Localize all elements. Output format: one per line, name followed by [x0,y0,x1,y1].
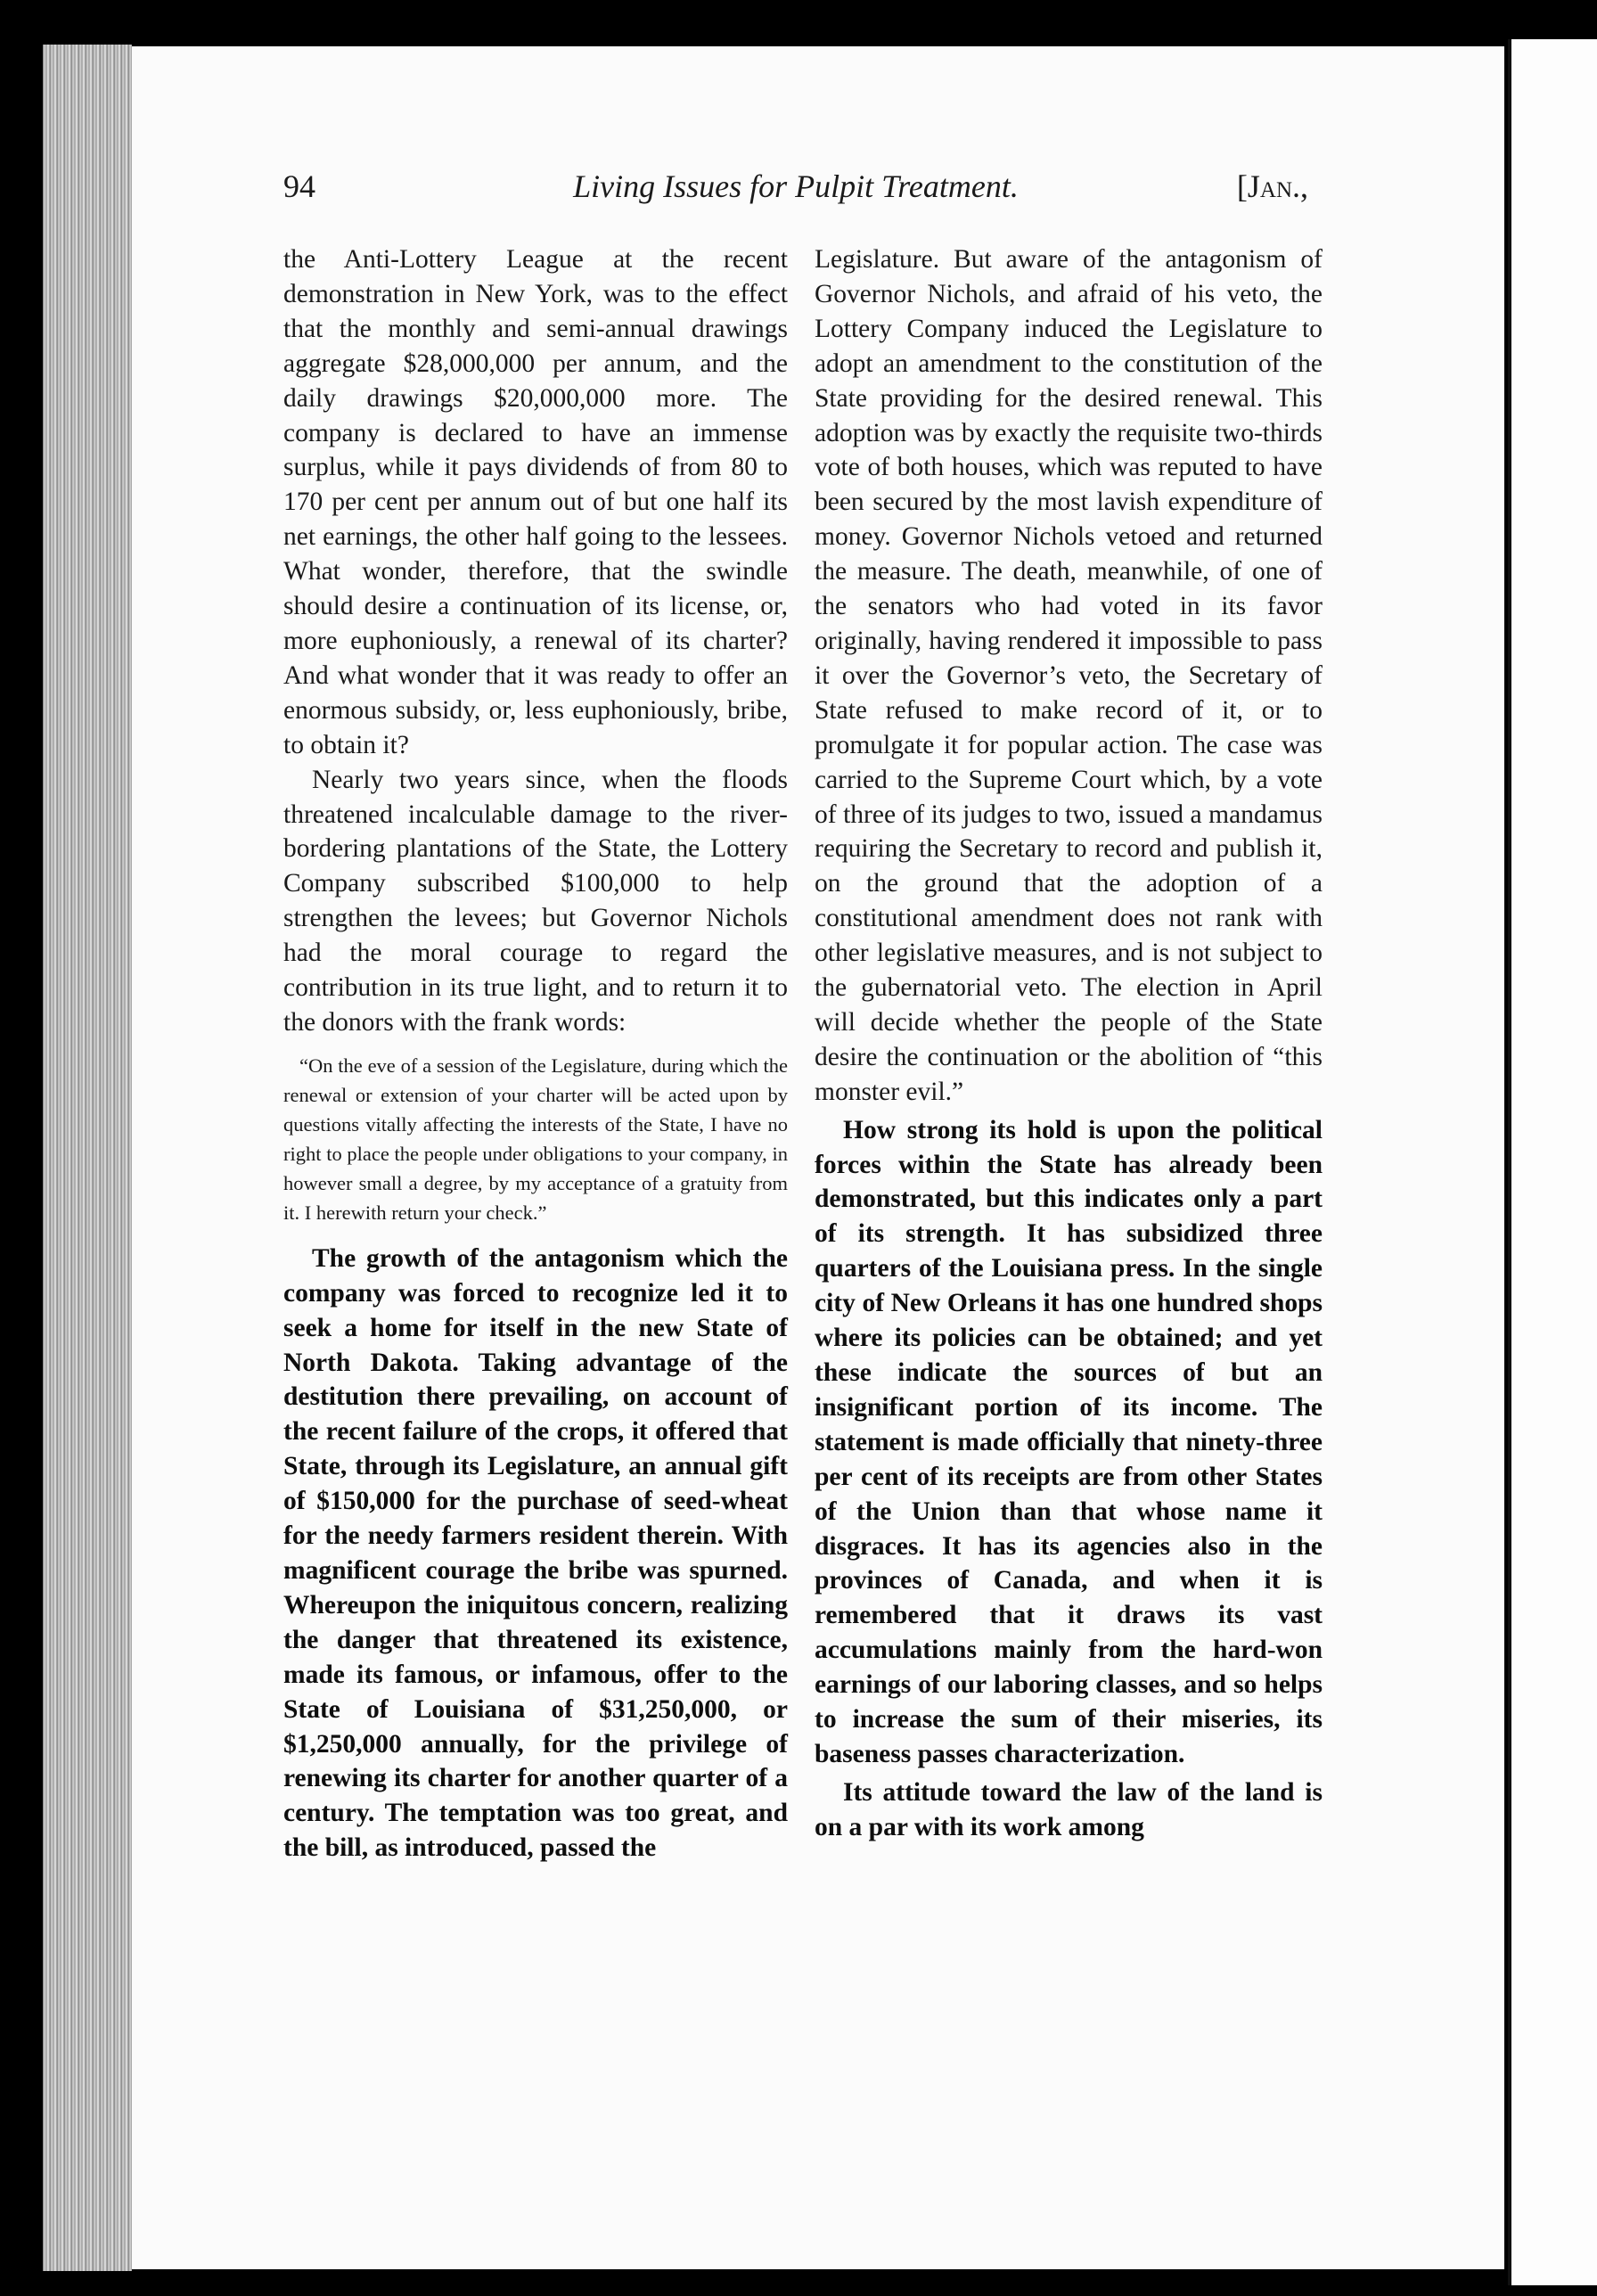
paragraph: the Anti-Lottery League at the recent demonstration in New York, was to the effect that the monthly and semi-annual drawings aggregate $28,000,000 per annum, and the daily drawings $20,000,000 more. The company is declared to have an immense surplus, while it pays dividends of from 80 to 170 per cent per annum out of but one half its net earnings, the other half going to the lessees. What wonder, therefore, that the swindle should desire a continuation of its license, or, more euphoniously, a renewal of its charter? And what wonder that it was ready to offer an enormous subsidy, or, less euphoniously, bribe, to obtain it? [283,245,788,759]
paragraph: Its attitude toward the law of the land is on a par with its work among [815,1777,1323,1841]
book-page-edge [43,45,132,2271]
facing-page-edge [1508,39,1597,2285]
section-mark: [Jan., [1236,168,1308,204]
left-column [283,242,788,1866]
paragraph: How strong its hold is upon the political forces within the State has already been demonstrated, but this indicates only a part of its strength. It has subsidized three quarters of the Louisiana press. In the single city of New Orleans it has one hundred shops where its policies can be obtained; and yet these indicate the sources of but an insignificant portion of its income. The statement is made officially that ninety-three per cent of its receipts are from other States of the Union than that whose name it disgraces. It has its agencies also in the provinces of Canada, and when it is remembered that it draws its vast accumulations mainly from the hard-won earnings of our laboring classes, and so helps to increase the sum of their miseries, its baseness passes characterization. [815,1115,1323,1768]
right-column [815,242,1323,1845]
running-title: Living Issues for Pulpit Treatment. [573,168,1019,204]
page-header [283,168,1308,214]
page-number: 94 [283,168,315,204]
paragraph: The growth of the antagonism which the company was forced to recognize led it to seek a home for itself in the new State of North Dakota. Taking advantage of the destitution there prevailing, on account of the recent failure of the crops, it offered that State, through its Legislature, an annual gift of $150,000 for the purchase of seed-wheat for the needy farmers resident therein. With magnificent courage the bribe was spurned. Whereupon the iniquitous concern, realizing the danger that threatened its existence, made its famous, or infamous, offer to the State of Louisiana of $31,250,000, or $1,250,000 annually, for the privilege of renewing its charter for another quarter of a century. The temptation was too great, and the bill, as introduced, passed the [283,1243,788,1863]
paragraph: Nearly two years since, when the floods threatened incalculable damage to the river-bordering plantations of the State, the Lottery Company subscribed $100,000 to help strengthen the levees; but Governor Nichols had the moral courage to regard the contribution in its true light, and to return it to the donors with the frank words: [283,765,788,1037]
paragraph: Legislature. But aware of the antagonism of Governor Nichols, and afraid of his veto, the Lottery Company induced the Legislature to adopt an amendment to the constitution of the State providing for the desired renewal. This adoption was by exactly the requisite two-thirds vote of both houses, which was reputed to have been secured by the most lavish expenditure of money. Governor Nichols vetoed and returned the measure. The death, meanwhile, of one of the senators who had voted in its favor originally, having rendered it impossible to pass it over the Governor’s veto, the Secretary of State refused to make record of it, or to promulgate it for popular action. The case was carried to the Supreme Court which, by a vote of three of its judges to two, issued a mandamus requiring the Secretary to record and publish it, on the ground that the adoption of a constitutional amendment does not rank with other legislative measures, and is not subject to the gubernatorial veto. The election in April will decide whether the people of the State desire the continuation or the abolition of “this monster evil.” [815,245,1323,1106]
block-quote: “On the eve of a session of the Legislature, during which the renewal or extension of your charter will be acted upon by questions vitally affecting the interests of the State, I have no right to place the people under obligations to your company, in however small a degree, by my acceptance of a gratuity from it. I herewith return your check.” [283,1054,788,1224]
